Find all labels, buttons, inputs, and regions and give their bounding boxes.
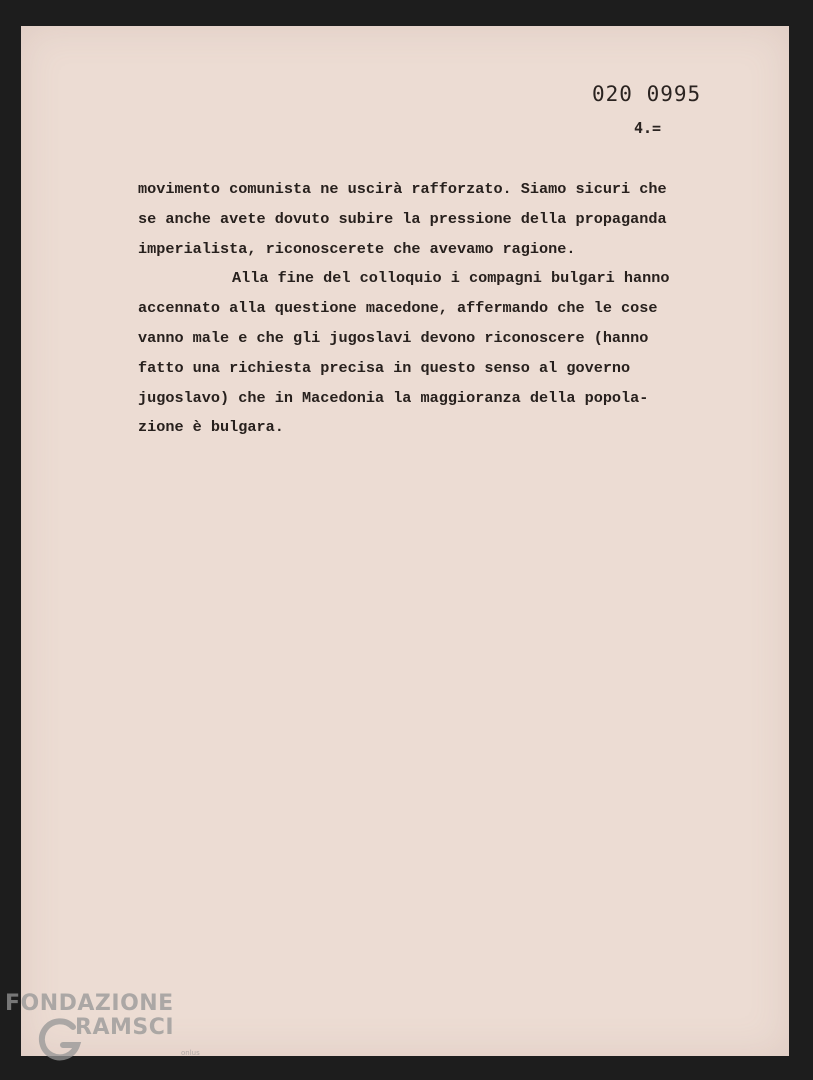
text-line: jugoslavo) che in Macedonia la maggioranza della popola- (138, 388, 649, 407)
typewritten-text (138, 175, 718, 443)
text-line: se anche avete dovuto subire la pressione della propaganda (138, 209, 667, 228)
fondazione-gramsci-watermark (5, 991, 205, 1071)
archive-number: 020 0995 (592, 82, 702, 106)
text-line: imperialista, riconoscerete che avevamo ragione. (138, 239, 576, 258)
watermark-line1: FONDAZIONE (5, 991, 174, 1016)
text-line: accennato alla questione macedone, affermando che le cose (138, 299, 658, 318)
text-line-paragraph-start: Alla fine del colloquio i compagni bulgari hanno (232, 269, 670, 288)
text-line: movimento comunista ne uscirà rafforzato. Siamo sicuri che (138, 180, 667, 198)
text-line: fatto una richiesta precisa in questo senso al governo (138, 358, 631, 377)
text-line: vanno male e che gli jugoslavi devono riconoscere (hanno (138, 328, 649, 347)
page-number: 4.= (634, 119, 662, 137)
text-line: zione è bulgara. (138, 418, 284, 437)
watermark-sub: onlus (181, 1049, 200, 1057)
watermark-line2: RAMSCI (75, 1015, 175, 1040)
